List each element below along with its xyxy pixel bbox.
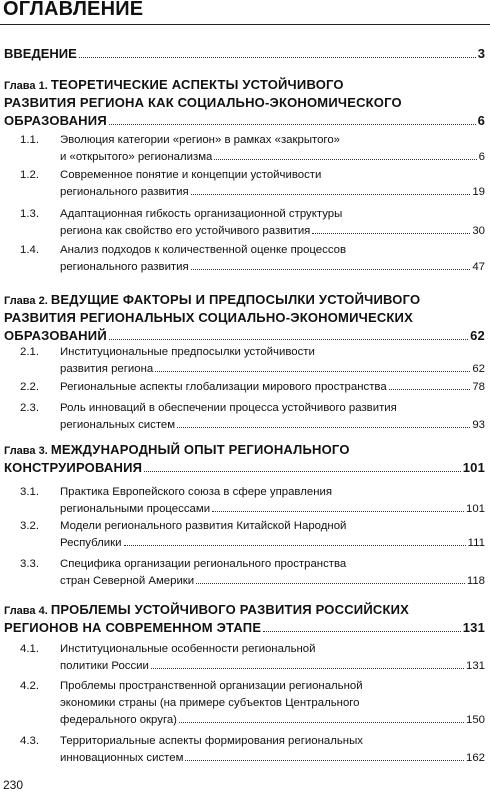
- toc-line: [4, 46, 485, 62]
- dot-leader: [151, 658, 464, 669]
- toc-line-text: Территориальные аспекты формирования региональных: [60, 735, 363, 747]
- toc-page-number: 93: [472, 419, 485, 431]
- toc-line: [60, 149, 485, 165]
- toc-line: [60, 132, 485, 148]
- toc-page-number: 62: [470, 328, 485, 343]
- toc-heading: ОГЛАВЛЕНИЕ: [3, 0, 144, 20]
- dot-leader: [185, 750, 464, 761]
- page-number: 230: [3, 778, 24, 792]
- section-number: 3.2.: [20, 520, 39, 532]
- toc-line: [60, 535, 485, 551]
- toc-line: [60, 556, 485, 572]
- toc-line-text: Региональные аспекты глобализации мирового пространства: [60, 381, 387, 393]
- section-number: 2.3.: [20, 402, 39, 414]
- toc-line: [4, 310, 485, 326]
- toc-line: [60, 361, 485, 377]
- dot-leader: [177, 417, 470, 428]
- toc-line: [60, 678, 485, 694]
- dot-leader: [191, 259, 471, 270]
- toc-line-text: регионального развития: [60, 261, 189, 273]
- section-number: 1.1.: [20, 134, 39, 146]
- toc-line-text: Адаптационная гибкость организационной структуры: [60, 208, 343, 220]
- toc-page-number: 47: [472, 261, 485, 273]
- toc-line-text: и «открытого» регионализма: [60, 151, 213, 163]
- dot-leader: [124, 535, 466, 546]
- toc-page-number: 19: [472, 186, 485, 198]
- toc-page-number: 162: [465, 752, 485, 764]
- toc-line: [4, 95, 485, 111]
- toc-line-text: Современное понятие и концепции устойчивости: [60, 169, 322, 181]
- section-number: 1.2.: [20, 169, 39, 181]
- toc-line: [4, 77, 485, 93]
- toc-line-text: РАЗВИТИЯ РЕГИОНАЛЬНЫХ СОЦИАЛЬНО-ЭКОНОМИЧЕСКИХ: [4, 310, 413, 325]
- dot-leader: [79, 47, 476, 58]
- toc-line: [60, 733, 485, 749]
- dot-leader: [144, 461, 461, 472]
- toc-line-text: РАЗВИТИЯ РЕГИОНА КАК СОЦИАЛЬНО-ЭКОНОМИЧЕСКОГО: [4, 95, 402, 110]
- toc-line-text: КОНСТРУИРОВАНИЯ: [4, 460, 143, 475]
- toc-line-text: Роль инноваций в обеспечении процесса устойчивого развития: [60, 402, 397, 414]
- toc-line-text: Институциональные особенности региональной: [60, 643, 316, 655]
- toc-line-text: региональных систем: [60, 419, 176, 431]
- chapter-label: Глава 4.: [4, 605, 51, 617]
- dot-leader: [212, 501, 464, 512]
- toc-page-number: 131: [465, 660, 485, 672]
- section-number: 4.2.: [20, 680, 39, 692]
- toc-line-text: стран Северной Америки: [60, 575, 195, 587]
- toc-line: [60, 518, 485, 534]
- toc-page-number: 62: [472, 363, 485, 375]
- toc-line-text: Специфика организации регионального пространства: [60, 558, 347, 570]
- toc-line: [60, 206, 485, 222]
- toc-page-number: 6: [477, 113, 485, 128]
- dot-leader: [191, 184, 471, 195]
- toc-line: [4, 292, 485, 308]
- toc-line-text: Глава 3. МЕЖДУНАРОДНЫЙ ОПЫТ РЕГИОНАЛЬНОГО: [4, 442, 350, 457]
- toc-line: [4, 460, 485, 476]
- toc-line: [60, 750, 485, 766]
- toc-line-text: Глава 2. ВЕДУЩИЕ ФАКТОРЫ И ПРЕДПОСЫЛКИ УСТОЙЧИВОГО: [4, 292, 421, 307]
- toc-line: [4, 328, 485, 344]
- dot-leader: [109, 329, 468, 340]
- section-number: 1.3.: [20, 208, 39, 220]
- dot-leader: [196, 573, 465, 584]
- toc-line-text: федерального округа): [60, 714, 177, 726]
- toc-line: [60, 344, 485, 360]
- toc-page-number: 150: [465, 714, 485, 726]
- toc-line-text: Модели регионального развития Китайской Народной: [60, 520, 347, 532]
- toc-page-number: 131: [462, 620, 485, 635]
- toc-line: [60, 695, 485, 711]
- toc-page-number: 6: [478, 151, 485, 163]
- toc-line-text: инновационных систем: [60, 752, 184, 764]
- toc-line: [4, 442, 485, 458]
- dot-leader: [263, 621, 461, 632]
- toc-line: [60, 259, 485, 275]
- toc-page-number: 111: [467, 537, 485, 549]
- toc-line: [60, 379, 485, 395]
- toc-line: [60, 223, 485, 239]
- toc-line: [60, 242, 485, 258]
- chapter-label: Глава 1.: [4, 80, 51, 92]
- toc-line-text: Анализ подходов к количественной оценке процессов: [60, 244, 347, 256]
- section-number: 2.2.: [20, 381, 39, 393]
- dot-leader: [155, 361, 470, 372]
- toc-line-text: ОБРАЗОВАНИЯ: [4, 113, 107, 128]
- toc-line: [60, 417, 485, 433]
- section-number: 3.3.: [20, 558, 39, 570]
- toc-page-number: 101: [462, 460, 485, 475]
- toc-line-text: Проблемы пространственной организации региональной: [60, 680, 363, 692]
- toc-line-text: Глава 4. ПРОБЛЕМЫ УСТОЙЧИВОГО РАЗВИТИЯ РОССИЙСКИХ: [4, 602, 410, 617]
- toc-line-text: развития региона: [60, 363, 154, 375]
- toc-line-text: Практика Европейского союза в сфере управления: [60, 486, 333, 498]
- toc-page-number: 101: [465, 503, 485, 515]
- dot-leader: [179, 712, 464, 723]
- toc-line-text: ВВЕДЕНИЕ: [4, 46, 77, 61]
- toc-page-number: 3: [477, 46, 485, 61]
- toc-page-number: 118: [466, 575, 485, 587]
- toc-line: [60, 400, 485, 416]
- toc-line: [60, 712, 485, 728]
- section-number: 4.3.: [20, 735, 39, 747]
- toc-line: [60, 658, 485, 674]
- section-number: 3.1.: [20, 486, 39, 498]
- toc-line: [60, 641, 485, 657]
- toc-line-text: ОБРАЗОВАНИЙ: [4, 328, 107, 343]
- toc-line-text: политики России: [60, 660, 149, 672]
- section-number: 2.1.: [20, 346, 39, 358]
- toc-line: [60, 484, 485, 500]
- toc-line-text: региональными процессами: [60, 503, 211, 515]
- chapter-label: Глава 2.: [4, 295, 51, 307]
- toc-line-text: РЕГИОНОВ НА СОВРЕМЕННОМ ЭТАПЕ: [4, 620, 262, 635]
- dot-leader: [214, 149, 476, 160]
- toc-line: [60, 573, 485, 589]
- toc-line-text: экономики страны (на примере субъектов Центрального: [60, 697, 360, 709]
- toc-line-text: Глава 1. ТЕОРЕТИЧЕСКИЕ АСПЕКТЫ УСТОЙЧИВОГО: [4, 77, 344, 92]
- toc-line-text: Эволюция категории «регион» в рамках «закрытого»: [60, 134, 340, 146]
- toc-line-text: Республики: [60, 537, 122, 549]
- toc-page-number: 78: [472, 381, 485, 393]
- toc-page-number: 30: [472, 225, 485, 237]
- section-number: 4.1.: [20, 643, 39, 655]
- dot-leader: [109, 114, 476, 125]
- toc-line: [4, 113, 485, 129]
- chapter-label: Глава 3.: [4, 445, 51, 457]
- dot-leader: [389, 379, 471, 390]
- toc-line-text: Институциональные предпосылки устойчивости: [60, 346, 315, 358]
- toc-line: [4, 620, 485, 636]
- toc-line-text: региона как свойство его устойчивого развития: [60, 225, 311, 237]
- toc-line: [60, 501, 485, 517]
- dot-leader: [312, 223, 470, 234]
- toc-line: [60, 167, 485, 183]
- toc-line: [60, 184, 485, 200]
- toc-line: [4, 602, 485, 618]
- toc-line-text: регионального развития: [60, 186, 189, 198]
- heading-rule: [0, 24, 490, 25]
- section-number: 1.4.: [20, 244, 39, 256]
